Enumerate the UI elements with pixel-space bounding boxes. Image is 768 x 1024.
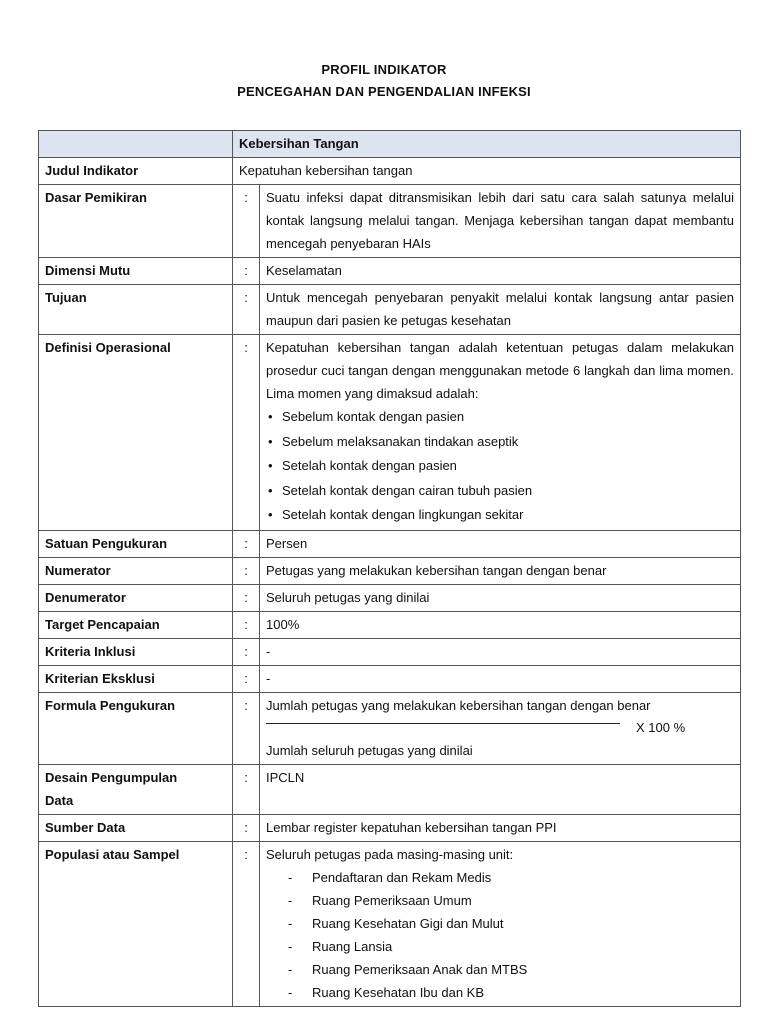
row-label-target: Target Pencapaian	[39, 611, 233, 638]
list-item: - Ruang Lansia	[312, 935, 734, 958]
formula-numerator: Jumlah petugas yang melakukan kebersihan tangan dengan benar	[266, 697, 651, 713]
list-item: - Ruang Pemeriksaan Anak dan MTBS	[312, 958, 734, 981]
table-row	[39, 665, 741, 692]
fraction-line	[266, 717, 734, 739]
row-label-denumerator: Denumerator	[39, 584, 233, 611]
colon-separator: :	[233, 665, 260, 692]
table-row	[39, 584, 741, 611]
document-title: PROFIL INDIKATOR	[321, 62, 447, 77]
row-value-eksklusi: -	[260, 665, 741, 692]
colon-separator: :	[233, 584, 260, 611]
row-label-dasar: Dasar Pemikiran	[39, 185, 233, 258]
row-value-sumber: Lembar register kepatuhan kebersihan tangan PPI	[260, 814, 741, 841]
row-label-desain	[39, 764, 233, 814]
table-row	[39, 557, 741, 584]
table-row	[39, 335, 741, 531]
table-header-row	[39, 131, 741, 158]
colon-separator: :	[233, 611, 260, 638]
desain-label-line1: Desain Pengumpulan	[45, 769, 178, 785]
row-label-numerator: Numerator	[39, 557, 233, 584]
fraction-bar	[266, 723, 620, 724]
list-item: • Sebelum kontak dengan pasien	[282, 405, 734, 430]
row-value-denumerator: Seluruh petugas yang dinilai	[260, 584, 741, 611]
table-row	[39, 285, 741, 335]
row-label-judul: Judul Indikator	[39, 158, 233, 185]
colon-separator: :	[233, 530, 260, 557]
definisi-intro: Kepatuhan kebersihan tangan adalah ketentuan petugas dalam melakukan prosedur cuci tangan dengan menggunakan metode 6 langkah dan lima momen. Lima momen yang dimaksud adalah:	[266, 340, 734, 401]
row-label-tujuan: Tujuan	[39, 285, 233, 335]
populasi-intro: Seluruh petugas pada masing-masing unit:	[266, 846, 514, 862]
row-label-dimensi: Dimensi Mutu	[39, 258, 233, 285]
colon-separator: :	[233, 638, 260, 665]
formula-multiplier: X 100 %	[636, 719, 686, 735]
indicator-profile-table	[38, 130, 741, 1007]
row-value-numerator: Petugas yang melakukan kebersihan tangan dengan benar	[260, 557, 741, 584]
list-item: - Pendaftaran dan Rekam Medis	[312, 866, 734, 889]
row-label-formula: Formula Pengukuran	[39, 692, 233, 764]
desain-label-line2: Data	[45, 792, 74, 808]
row-value-populasi	[260, 841, 741, 1006]
row-value-desain: IPCLN	[260, 764, 741, 814]
row-value-tujuan: Untuk mencegah penyebaran penyakit melalui kontak langsung antar pasien maupun dari pasien ke petugas kesehatan	[260, 285, 741, 335]
table-row	[39, 764, 741, 814]
list-item: • Sebelum melaksanakan tindakan aseptik	[282, 430, 734, 455]
colon-separator: :	[233, 692, 260, 764]
row-value-satuan: Persen	[260, 530, 741, 557]
row-value-formula	[260, 692, 741, 764]
colon-separator: :	[233, 258, 260, 285]
document-subtitle: PENCEGAHAN DAN PENGENDALIAN INFEKSI	[237, 84, 531, 99]
table-row	[39, 611, 741, 638]
colon-separator: :	[233, 841, 260, 1006]
row-value-judul: Kepatuhan kebersihan tangan	[233, 158, 741, 185]
colon-separator: :	[233, 185, 260, 258]
header-empty-cell	[39, 131, 233, 158]
table-row	[39, 814, 741, 841]
list-item: • Setelah kontak dengan cairan tubuh pasien	[282, 479, 734, 504]
row-value-target: 100%	[260, 611, 741, 638]
colon-separator: :	[233, 764, 260, 814]
row-label-inklusi: Kriteria Inklusi	[39, 638, 233, 665]
colon-separator: :	[233, 335, 260, 531]
row-label-satuan: Satuan Pengukuran	[39, 530, 233, 557]
row-label-sumber: Sumber Data	[39, 814, 233, 841]
row-label-populasi: Populasi atau Sampel	[39, 841, 233, 1006]
table-row	[39, 638, 741, 665]
table-row	[39, 158, 741, 185]
colon-separator: :	[233, 814, 260, 841]
table-row	[39, 692, 741, 764]
lima-momen-list	[266, 405, 734, 528]
list-item: • Setelah kontak dengan lingkungan sekitar	[282, 503, 734, 528]
list-item: - Ruang Pemeriksaan Umum	[312, 889, 734, 912]
unit-list	[266, 866, 734, 1004]
row-value-dimensi: Keselamatan	[260, 258, 741, 285]
table-row	[39, 258, 741, 285]
row-label-definisi: Definisi Operasional	[39, 335, 233, 531]
indicator-heading: Kebersihan Tangan	[233, 131, 741, 158]
formula-denominator: Jumlah seluruh petugas yang dinilai	[266, 742, 473, 758]
table-row	[39, 185, 741, 258]
table-row	[39, 841, 741, 1006]
row-value-inklusi: -	[260, 638, 741, 665]
colon-separator: :	[233, 285, 260, 335]
list-item: - Ruang Kesehatan Gigi dan Mulut	[312, 912, 734, 935]
row-value-dasar: Suatu infeksi dapat ditransmisikan lebih dari satu cara salah satunya melalui kontak langsung melalui tangan. Menjaga kebersihan tangan dapat membantu mencegah penyebaran HAIs	[260, 185, 741, 258]
colon-separator: :	[233, 557, 260, 584]
table-row	[39, 530, 741, 557]
row-label-eksklusi: Kriterian Eksklusi	[39, 665, 233, 692]
row-value-definisi	[260, 335, 741, 531]
list-item: • Setelah kontak dengan pasien	[282, 454, 734, 479]
list-item: - Ruang Kesehatan Ibu dan KB	[312, 981, 734, 1004]
